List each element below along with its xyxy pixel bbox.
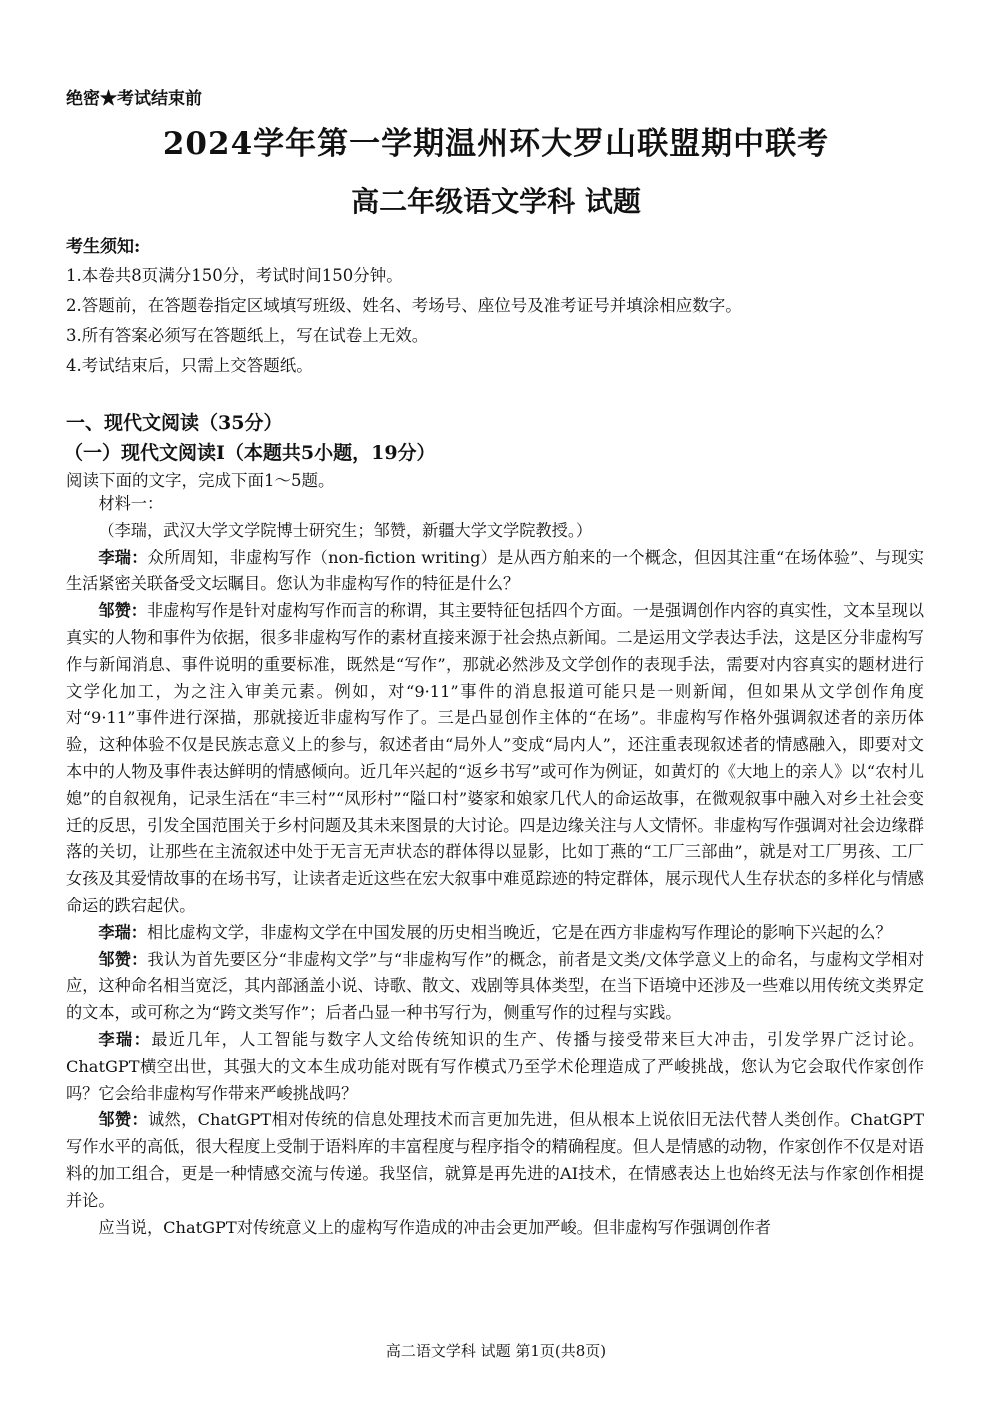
paragraph-text: 应当说，ChatGPT对传统意义上的虚构写作造成的冲击会更加严峻。但非虚构写作强调创作者 xyxy=(98,1217,771,1237)
material-label: 材料一： xyxy=(98,494,164,513)
paragraph-text: 非虚构写作是针对虚构写作而言的称谓，其主要特征包括四个方面。一是强调创作内容的真实性，文本呈现以真实的人物和事件为依据，很多非虚构写作的素材直接来源于社会热点新闻。二是运用文学表达手法，这是区分非虚构写作与新闻消息、事件说明的重要标准，既然是“写作”，那就必然涉及文学创作的表现手法，需要对内容真实的题材进行文学化加工，为之注入审美元素。例如，对“9·11”事件的消息报道可能只是一则新闻，但如果从文学创作角度对“9·11”事件进行深描，那就接近非虚构写作了。三是凸显创作主体的“在场”。非虚构写作格外强调叙述者的亲历体验，这种体验不仅是民族志意义上的参与，叙述者由“局外人”变成“局内人”，还注重表现叙述者的情感融入，即要对文本中的人物及事件表达鲜明的情感倾向。近几年兴起的“返乡书写”或可作为例证，如黄灯的《大地上的亲人》以“农村儿媳”的自叙视角，记录生活在“丰三村”“凤形村”“隘口村”婆家和娘家几代人的命运故事，在微观叙事中融入对乡土社会变迁的反思，引发全国范围关于乡村问题及其未来图景的大讨论。四是边缘关注与人文情怀。非虚构写作强调对社会边缘群落的关切，让那些在主流叙述中处于无言无声状态的群体得以显影，比如丁燕的“工厂三部曲”，就是对工厂男孩、工厂女孩及其爱情故事的在场书写，让读者走近这些在宏大叙事中难觅踪迹的特定群体，展示现代人生存状态的多样化与情感命运的跌宕起伏。 xyxy=(66,601,925,915)
paragraph-text: 我认为首先要区分“非虚构文学”与“非虚构写作”的概念，前者是文类/文体学意义上的命名，与虚构文学相对应，这种命名相当宽泛，其内部涵盖小说、诗歌、散文、戏剧等具体类型，在当下语境中还涉及一些难以用传统文类界定的文本，或可称之为“跨文类写作”；后者凸显一种书写行为，侧重写作的过程与实践。 xyxy=(66,949,925,1023)
paragraph-text: 相比虚构文学，非虚构文学在中国发展的历史相当晚近，它是在西方非虚构写作理论的影响下兴起的么？ xyxy=(146,922,892,942)
exam-title: 2024学年第一学期温州环大罗山联盟期中联考 xyxy=(162,126,830,162)
passage-paragraph xyxy=(66,1215,924,1242)
exam-subtitle: 高二年级语文学科 试题 xyxy=(351,185,641,218)
paragraph-text: 众所周知，非虚构写作（non-fiction writing）是从西方舶来的一个概念，但因其注重“在场体验”、与现实生活紧密关联备受文坛瞩目。您认为非虚构写作的特征是什么？ xyxy=(66,547,924,594)
reading-passage xyxy=(66,491,924,1241)
notice-item: 4.考试结束后，只需上交答题纸。 xyxy=(66,356,313,375)
notice-heading: 考生须知: xyxy=(66,237,141,257)
passage-paragraph xyxy=(66,947,924,1027)
passage-paragraph xyxy=(66,1027,924,1107)
notice-item: 3.所有答案必须写在答题纸上，写在试卷上无效。 xyxy=(66,326,429,345)
reading-instruction: 阅读下面的文字，完成下面1～5题。 xyxy=(66,471,335,490)
section-title: 一、现代文阅读（35分） xyxy=(66,412,283,434)
interview-intro: （李瑞，武汉大学文学院博士研究生；邹赞，新疆大学文学院教授。） xyxy=(98,520,593,540)
speaker-name: 李瑞： xyxy=(98,547,148,567)
speaker-name: 李瑞： xyxy=(98,1029,152,1049)
notice-item: 2.答题前，在答题卷指定区域填写班级、姓名、考场号、座位号及准考证号并填涂相应数字。 xyxy=(66,296,742,315)
subsection-title: （一）现代文阅读I（本题共5小题，19分） xyxy=(64,442,436,464)
paragraph-text: 最近几年，人工智能与数字人文给传统知识的生产、传播与接受带来巨大冲击，引发学界广泛讨论。ChatGPT横空出世，其强大的文本生成功能对既有写作模式乃至学术伦理造成了严峻挑战，您认为它会取代作家创作吗？它会给非虚构写作带来严峻挑战吗？ xyxy=(66,1029,925,1103)
passage-paragraph xyxy=(66,1107,924,1214)
speaker-name: 李瑞： xyxy=(98,922,147,942)
speaker-name: 邹赞： xyxy=(98,601,147,621)
passage-paragraph xyxy=(66,920,924,947)
confidential-label: 绝密★考试结束前 xyxy=(66,89,202,109)
passage-paragraph xyxy=(66,545,924,599)
passage-paragraph xyxy=(66,598,924,920)
speaker-name: 邹赞： xyxy=(98,949,148,969)
speaker-name: 邹赞： xyxy=(98,1110,149,1130)
page-footer: 高二语文学科 试题 第1页(共8页) xyxy=(385,1342,607,1360)
paragraph-text: 诚然，ChatGPT相对传统的信息处理技术而言更加先进，但从根本上说依旧无法代替人类创作。ChatGPT写作水平的高低，很大程度上受制于语料库的丰富程度与程序指令的精确程度。但人是情感的动物，作家创作不仅是对语料的加工组合，更是一种情感交流与传递。我坚信，就算是再先进的AI技术，在情感表达上也始终无法与作家创作相提并论。 xyxy=(66,1110,925,1210)
notice-item: 1.本卷共8页满分150分，考试时间150分钟。 xyxy=(66,266,403,285)
